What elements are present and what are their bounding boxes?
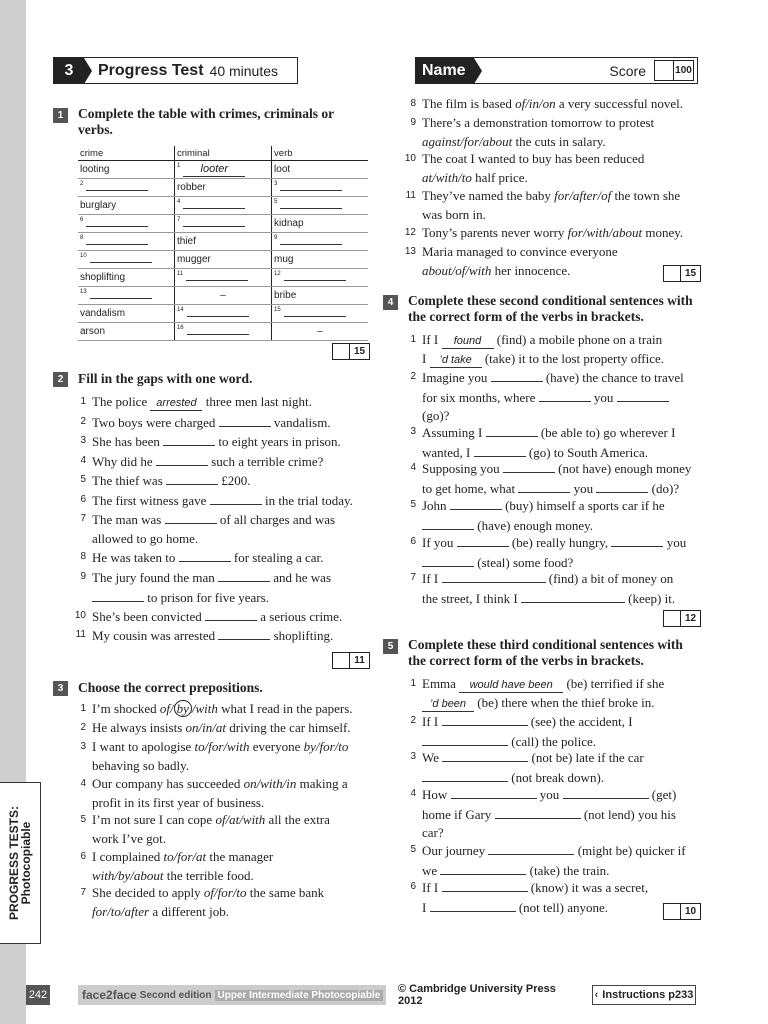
answer-field[interactable]: looter	[183, 163, 245, 177]
table-cell[interactable]: 5	[272, 197, 368, 215]
exercise-title: Complete the table with crimes, criminals or verbs.	[78, 106, 334, 137]
score-label: Score	[609, 62, 646, 79]
table-cell: bribe	[272, 287, 368, 305]
answer-field[interactable]	[442, 712, 528, 726]
exercise-number: 2	[53, 372, 68, 387]
table-row	[78, 161, 368, 179]
list-item: 1 The police arrested three men last night.	[80, 394, 312, 409]
answer-field[interactable]	[187, 325, 249, 335]
answer-field[interactable]	[219, 413, 271, 427]
score-box[interactable]: 12	[663, 610, 701, 627]
instructions-link[interactable]: ‹ Instructions p233	[592, 985, 696, 1005]
column-header: criminal	[174, 146, 271, 161]
answer-field[interactable]	[486, 423, 538, 437]
table-row	[78, 215, 368, 233]
answer-field[interactable]	[442, 748, 528, 762]
list-item: 2 Two boys were charged vandalism.	[80, 414, 331, 430]
list-item: 3 I want to apologise to/for/with everyone by/for/to behaving so badly.	[80, 739, 349, 773]
answer-field[interactable]	[617, 388, 669, 402]
answer-field[interactable]	[422, 553, 474, 567]
list-item: 11 My cousin was arrested shoplifting.	[75, 628, 334, 643]
list-item: 12 Tony’s parents never worry for/with/about money.	[404, 225, 684, 240]
list-item: 3 Assuming I (be able to) go wherever I wanted, I (go) to South America.	[410, 425, 676, 460]
answer-field[interactable]	[90, 289, 152, 299]
table-cell: loot	[272, 161, 368, 179]
list-item: 5 The thief was £200.	[80, 473, 251, 488]
chevron-left-icon: ‹	[594, 989, 599, 1001]
table-row	[78, 197, 368, 215]
answer-field[interactable]	[491, 368, 543, 382]
list-item: 5 I’m not sure I can cope of/at/with all the extra work I’ve got.	[80, 812, 330, 846]
name-score-header	[415, 57, 698, 84]
test-header	[53, 57, 298, 84]
answer-field[interactable]	[183, 217, 245, 227]
list-item: 4 Why did he such a terrible crime?	[80, 453, 324, 469]
exercise-title: Fill in the gaps with one word.	[78, 371, 253, 386]
answer-field[interactable]	[186, 271, 248, 281]
list-item: 7 If I (find) a bit of money on the street, I think I (keep) it.	[410, 571, 676, 606]
list-item: 1 If I found (find) a mobile phone on a train I ’d take (take) it to the lost property office.	[410, 332, 665, 366]
answer-field[interactable]	[521, 589, 625, 603]
answer-field[interactable]	[156, 452, 208, 466]
test-title: Progress Test	[98, 61, 204, 79]
table-cell[interactable]: 10	[78, 251, 174, 269]
answer-field[interactable]: arrested	[150, 397, 202, 411]
list-item: 4 How you (get) home if Gary (not lend) you his car?	[410, 787, 677, 840]
answer-field[interactable]	[205, 607, 257, 621]
list-item: 8 He was taken to for stealing a car.	[80, 550, 324, 565]
list-item: 10 The coat I wanted to buy has been reduced at/with/to half price.	[404, 151, 645, 185]
table-row	[78, 251, 368, 269]
name-label-box: Name	[416, 58, 474, 83]
list-item: 8 The film is based of/in/on a very successful novel.	[410, 96, 684, 111]
answer-field[interactable]	[430, 898, 516, 912]
answer-field[interactable]	[442, 569, 546, 583]
unit-number: 3	[54, 58, 84, 83]
answer-field[interactable]	[474, 443, 526, 457]
arrow-icon	[474, 58, 482, 84]
table-row	[78, 323, 368, 341]
answer-field[interactable]	[422, 768, 508, 782]
answer-field[interactable]	[284, 271, 346, 281]
answer-field[interactable]	[596, 479, 648, 493]
answer-field[interactable]	[165, 510, 217, 524]
answer-field[interactable]	[503, 459, 555, 473]
list-item: 10 She’s been convicted a serious crime.	[74, 609, 343, 624]
exercise-1-heading	[53, 106, 363, 146]
exercise-number: 1	[53, 108, 68, 123]
answer-field[interactable]	[210, 491, 262, 505]
answer-field[interactable]	[92, 588, 144, 602]
score-box[interactable]: 11	[332, 652, 370, 669]
list-item: 6 I complained to/for/at the manager with/by/about the terrible food.	[80, 849, 274, 883]
list-item: 7 She decided to apply of/for/to the same bank for/to/after a different job.	[80, 885, 325, 919]
exercise-title: Complete these second conditional sentences with the correct form of the verbs in brackets.	[408, 293, 693, 324]
table-cell[interactable]: 4	[174, 197, 271, 215]
table-row	[78, 179, 368, 197]
table-row	[78, 233, 368, 251]
answer-field[interactable]	[90, 253, 152, 263]
list-item: 13 Maria managed to convince everyone about/of/with her innocence.	[404, 244, 618, 278]
table-cell: –	[272, 323, 368, 341]
score-box[interactable]: 15	[332, 343, 370, 360]
table-cell[interactable]: 8	[78, 233, 174, 251]
answer-field[interactable]	[488, 841, 574, 855]
table-cell[interactable]: 12	[272, 269, 368, 287]
list-item: 6 If I (know) it was a secret, I (not tell) anyone.	[410, 880, 649, 915]
test-duration: 40 minutes	[209, 62, 279, 79]
answer-field[interactable]	[563, 785, 649, 799]
answer-field[interactable]	[280, 235, 342, 245]
page-number: 242	[26, 985, 50, 1005]
table-cell[interactable]: 14	[174, 305, 271, 323]
footer-brand-bar: face2face Second edition Upper Intermediate Photocopiable	[78, 985, 386, 1005]
answer-field[interactable]	[86, 235, 148, 245]
arrow-icon	[84, 58, 92, 84]
side-tab-text: PROGRESS TESTS: Photocopiable	[7, 805, 33, 921]
list-item: 9 There’s a demonstration tomorrow to protest against/for/about the cuts in salary.	[410, 115, 655, 149]
list-item: 1 I’m shocked of/ by /with what I read in the papers.	[80, 701, 353, 716]
answer-field[interactable]	[218, 568, 270, 582]
table-cell[interactable]: 15	[272, 305, 368, 323]
crimes-table	[78, 146, 368, 341]
answer-field[interactable]	[518, 479, 570, 493]
table-row	[78, 305, 368, 323]
list-item: 5 Our journey (might be) quicker if we (take) the train.	[410, 843, 686, 878]
answer-field[interactable]	[451, 785, 537, 799]
answer-field[interactable]: found	[442, 335, 494, 349]
table-cell[interactable]: 9	[272, 233, 368, 251]
table-cell: mug	[272, 251, 368, 269]
table-cell[interactable]: 16	[174, 323, 271, 341]
list-item: 2 He always insists on/in/at driving the car himself.	[80, 720, 351, 735]
answer-field[interactable]	[539, 388, 591, 402]
answer-field[interactable]	[422, 516, 474, 530]
answer-field[interactable]	[183, 199, 245, 209]
list-item: 6 The first witness gave in the trial today.	[80, 492, 353, 508]
answer-field[interactable]: ’d been	[422, 698, 474, 712]
table-row	[78, 269, 368, 287]
answer-field[interactable]	[457, 533, 509, 547]
table-cell[interactable]: 2	[78, 179, 174, 197]
list-item: 4 Our company has succeeded on/with/in making a profit in its first year of business.	[80, 776, 348, 810]
table-cell: shoplifting	[78, 269, 174, 287]
table-cell: burglary	[78, 197, 174, 215]
answer-field[interactable]: would have been	[459, 679, 563, 693]
table-row	[78, 287, 368, 305]
list-item: 5 John (buy) himself a sports car if he (have) enough money.	[410, 498, 665, 533]
table-cell[interactable]: 7	[174, 215, 271, 233]
answer-field[interactable]	[280, 199, 342, 209]
table-cell: looting	[78, 161, 174, 179]
list-item: 11 They’ve named the baby for/after/of the town she was born in.	[405, 188, 681, 222]
list-item: 1 Emma would have been (be) terrified if she ’d been (be) there when the thief broke in.	[410, 676, 665, 710]
answer-field[interactable]	[86, 181, 148, 191]
answer-field[interactable]	[611, 533, 663, 547]
table-cell: kidnap	[272, 215, 368, 233]
table-cell[interactable]: 13	[78, 287, 174, 305]
table-cell[interactable]: 6	[78, 215, 174, 233]
list-item: 2 Imagine you (have) the chance to travel for six months, where you (go)?	[410, 370, 684, 423]
answer-field[interactable]	[218, 626, 270, 640]
score-box[interactable]: 15	[663, 265, 701, 282]
answer-field[interactable]: ’d take	[430, 354, 482, 368]
table-cell: thief	[174, 233, 271, 251]
list-item: 3 We (not be) late if the car (not break down).	[410, 750, 644, 785]
answer-field[interactable]	[166, 471, 218, 485]
answer-field[interactable]	[495, 805, 581, 819]
column-header: verb	[272, 146, 368, 161]
exercise-number: 3	[53, 681, 68, 696]
table-cell[interactable]: $^1$ looter	[174, 161, 271, 179]
column-header: crime	[78, 146, 174, 161]
table-cell: robber	[174, 179, 271, 197]
list-item: 2 If I (see) the accident, I (call) the police.	[410, 714, 633, 749]
table-cell: vandalism	[78, 305, 174, 323]
table-cell: –	[174, 287, 271, 305]
answer-field[interactable]	[179, 548, 231, 562]
answer-field[interactable]	[280, 181, 342, 191]
exercise-title: Complete these third conditional sentences with the correct form of the verbs in brackets.	[408, 637, 683, 668]
answer-field[interactable]	[442, 878, 528, 892]
exercise-number: 5	[383, 639, 398, 654]
table-cell[interactable]: 11	[174, 269, 271, 287]
answer-field[interactable]	[422, 732, 508, 746]
table-cell: mugger	[174, 251, 271, 269]
exercise-number: 4	[383, 295, 398, 310]
answer-field[interactable]	[163, 432, 215, 446]
answer-field[interactable]	[450, 496, 502, 510]
score-total-box: 100	[654, 60, 694, 81]
list-item: 7 The man was of all charges and was allowed to go home.	[80, 512, 336, 546]
score-box[interactable]: 10	[663, 903, 701, 920]
answer-field[interactable]	[86, 217, 148, 227]
answer-field[interactable]	[440, 861, 526, 875]
list-item: 9 The jury found the man and he was to prison for five years.	[80, 570, 332, 605]
answer-field[interactable]	[187, 307, 249, 317]
side-tab	[0, 782, 41, 944]
circled-answer: by	[174, 700, 192, 717]
answer-field[interactable]	[284, 307, 346, 317]
copyright: © Cambridge University Press 2012	[398, 983, 556, 1007]
list-item: 4 Supposing you (not have) enough money to get home, what you (do)?	[410, 461, 692, 496]
list-item: 3 She has been to eight years in prison.	[80, 434, 341, 449]
list-item: 6 If you (be) really hungry, you (steal) some food?	[410, 535, 687, 570]
exercise-title: Choose the correct prepositions.	[78, 680, 263, 695]
table-cell: arson	[78, 323, 174, 341]
table-cell[interactable]: 3	[272, 179, 368, 197]
